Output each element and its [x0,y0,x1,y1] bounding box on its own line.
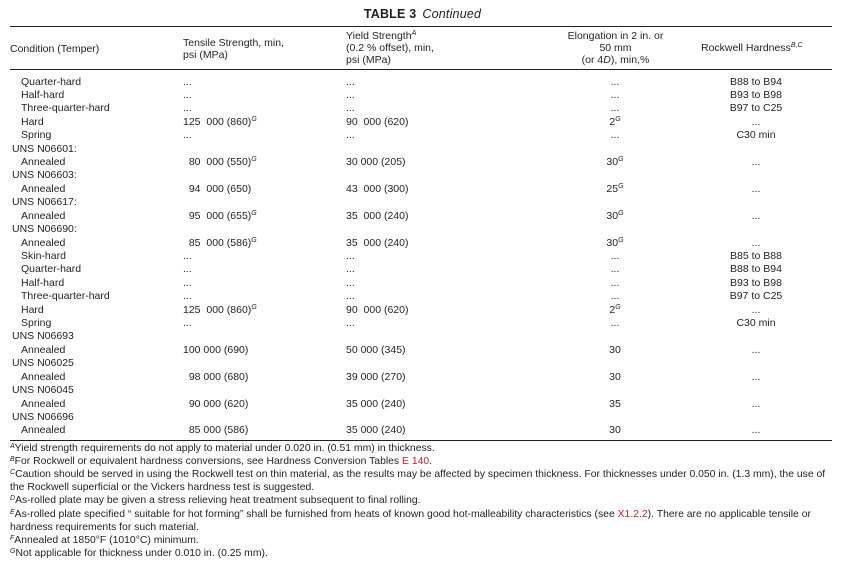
cell-tensile: 80 000 $(550)^G$ [183,156,257,169]
table-group-row [0,223,845,236]
footnote-ref: G [618,182,624,190]
cell-condition: Annealed [21,182,66,195]
cell-condition: UNS N06045 [12,384,74,397]
cell-condition: UNS N06696 [12,411,74,423]
cell-condition: UNS N06617: [12,196,77,209]
cell-yield: ... [346,290,355,303]
table-row [0,129,845,142]
cell-elongation: ... [610,290,620,303]
cell-rockwell: ... [751,209,761,222]
footnote-ref: G [618,236,624,244]
cell-elongation: $25^G$ [606,182,624,195]
table-row [0,344,845,357]
cell-elongation: $2^G$ [609,303,621,316]
table-row [0,210,845,223]
footnote-ref: G [618,156,624,164]
link-e140[interactable]: E 140 [402,456,430,467]
cell-rockwell: C30 min [736,317,776,330]
table-group-row [0,357,845,370]
cell-condition: Hard [21,303,44,316]
table-continued-label: Continued [422,7,482,21]
cell-yield: 35 000 (240) [346,236,409,249]
table-row [0,102,845,115]
cell-condition: UNS N06693 [12,330,74,343]
table-row [0,237,845,250]
cell-rockwell: ... [751,182,761,195]
cell-elongation: ... [610,75,620,88]
cell-condition: Annealed [21,209,66,222]
footnote-ref: G [618,209,624,217]
table-row [0,76,845,89]
table-group-row [0,143,845,156]
cell-yield: ... [346,317,355,330]
footnote-ref: G [615,115,621,123]
table-group-row [0,169,845,182]
cell-elongation: 30 [609,343,621,356]
cell-tensile: 85 000 (586) [183,424,249,437]
cell-yield: ... [346,102,355,115]
table-group-row [0,330,845,343]
cell-tensile: 95 000 $(655)^G$ [183,209,257,222]
cell-condition: UNS N06601: [12,142,77,155]
cell-tensile: ... [183,276,192,289]
cell-rockwell: B93 to B98 [730,88,782,101]
table-row [0,89,845,102]
cell-yield: ... [346,249,355,262]
cell-condition: Annealed [21,236,66,249]
cell-rockwell: ... [751,370,761,383]
cell-rockwell: B97 to C25 [729,290,783,303]
table-number: TABLE 3 [363,7,417,21]
table-group-row [0,411,845,424]
cell-tensile: 90 000 (620) [183,397,249,410]
cell-elongation: ... [610,317,620,330]
cell-rockwell: B88 to B94 [730,263,782,276]
header-yield-line3: psi (MPa) [346,54,391,66]
header-top-rule [10,26,832,27]
cell-condition: Hard [21,115,44,128]
cell-condition: UNS N06690: [12,223,77,236]
cell-condition: Three-quarter-hard [21,102,110,115]
table-row [0,424,845,437]
cell-condition: Quarter-hard [21,263,82,276]
cell-yield: 30 000 (205) [346,156,406,169]
cell-tensile: 125 000 $(860)^G$ [183,303,257,316]
cell-rockwell: ... [751,115,761,128]
cell-condition: UNS N06603: [12,169,77,182]
cell-yield: ... [346,129,355,142]
cell-condition: Quarter-hard [21,75,82,88]
header-elongation [548,30,683,66]
cell-rockwell: C30 min [736,129,776,142]
cell-condition: Spring [21,129,52,142]
cell-tensile: 85 000 $(586)^G$ [183,236,257,249]
footnote-a: $^A$Yield strength requirements do not apply to material under 0.020 in. (0.51 mm) in thickness. [10,443,435,454]
cell-rockwell: ... [751,236,761,249]
footnote-g: $^G$Not applicable for thickness under 0.010 in. (0.25 mm). [10,548,268,559]
cell-elongation: 35 [609,397,621,410]
cell-tensile: ... [183,75,192,88]
header-yield-line1: Yield Strength$^A$ [346,30,417,42]
footnote-ref: G [251,209,257,217]
cell-yield: 35 000 (240) [346,209,409,222]
table-row [0,371,845,384]
footnote-c: $^C$Caution should be served in using the Rockwell test on thin material, as the results may be affected by specimen thickness. For thicknesses under 0.050 in. (1.3 mm), the use of the Rockwell superficial or the Vickers hardness test is suggested. [10,469,826,493]
header-tensile-line1: Tensile Strength, min, [183,37,284,49]
cell-elongation: $30^G$ [606,156,624,169]
footnote-e: $^E$As-rolled plate specified “ suitable for hot forming” shall be furnished from heats of known good hot-malleability characteristics (see X1.2.2). There are no applicable tensile or hardness requirements for such material. [10,509,811,533]
table-row [0,304,845,317]
header-condition: Condition (Temper) [10,43,100,55]
cell-yield: 43 000 (300) [346,182,409,195]
cell-elongation: $30^G$ [606,236,624,249]
table-row [0,183,845,196]
cell-condition: Half-hard [21,276,65,289]
cell-tensile: ... [183,102,192,115]
cell-tensile: 98 000 (680) [183,370,249,383]
cell-elongation: ... [610,263,620,276]
cell-condition: Three-quarter-hard [21,290,110,303]
table-title [0,7,845,21]
table-row [0,398,845,411]
footnote-ref: G [251,156,257,164]
cell-condition: Half-hard [21,88,65,101]
cell-yield: ... [346,88,355,101]
header-rockwell: Rockwell Hardness$^{B,C}$ [701,42,803,54]
cell-yield: 90 000 (620) [346,115,409,128]
table-row [0,250,845,263]
cell-condition: Annealed [21,424,66,437]
cell-elongation: ... [610,129,620,142]
cell-elongation: ... [610,88,620,101]
header-tensile [183,37,284,61]
cell-elongation: ... [610,249,620,262]
cell-rockwell: ... [751,424,761,437]
cell-condition: Annealed [21,156,66,169]
cell-tensile: ... [183,88,192,101]
header-tensile-line2: psi (MPa) [183,49,228,61]
cell-yield: 35 000 (240) [346,424,406,437]
header-elongation-line3: (or 4D), min,% [581,54,650,66]
table-row [0,116,845,129]
cell-tensile: ... [183,317,192,330]
cell-rockwell: B93 to B98 [730,276,782,289]
footnote-b: $^B$For Rockwell or equivalent hardness conversions, see Hardness Conversion Tables E 140. [10,456,433,467]
header-yield-line2: (0.2 % offset), min, [346,42,434,54]
footnote-ref: G [251,236,257,244]
table-group-row [0,384,845,397]
cell-rockwell: ... [751,303,761,316]
footnote-d: $^D$As-rolled plate may be given a stress relieving heat treatment subsequent to final rolling. [10,495,421,506]
cell-yield: ... [346,263,355,276]
cell-yield: 35 000 (240) [346,397,406,410]
cell-tensile: ... [183,249,192,262]
cell-elongation: ... [610,102,620,115]
table-row [0,317,845,330]
table-row [0,277,845,290]
table-row [0,156,845,169]
header-bottom-rule [10,69,832,70]
cell-yield: 90 000 (620) [346,303,409,316]
cell-condition: Skin-hard [21,249,66,262]
cell-yield: 50 000 (345) [346,343,406,356]
cell-elongation: $2^G$ [609,115,621,128]
cell-rockwell: B88 to B94 [730,75,782,88]
table-row [0,290,845,303]
cell-tensile: 100 000 (690) [183,343,249,356]
cell-rockwell: ... [751,397,761,410]
footnote-ref: G [251,303,257,311]
cell-yield: ... [346,75,355,88]
footnote-ref: G [615,303,621,311]
cell-rockwell: B85 to B88 [730,249,782,262]
cell-condition: Annealed [21,343,66,356]
table-bottom-rule [10,440,832,441]
cell-elongation: 30 [609,370,621,383]
cell-elongation: $30^G$ [606,209,624,222]
footnote-ref-bc: B,C [790,42,803,49]
cell-rockwell: B97 to C25 [729,102,783,115]
table-group-row [0,196,845,209]
cell-rockwell: ... [751,156,761,169]
cell-tensile: ... [183,263,192,276]
cell-yield: ... [346,276,355,289]
cell-tensile: 94 000 (650) [183,182,252,195]
cell-tensile: 125 000 $(860)^G$ [183,115,257,128]
cell-tensile: ... [183,290,192,303]
link-x1-2-2[interactable]: X1.2.2 [617,509,648,520]
cell-elongation: ... [610,276,620,289]
cell-rockwell: ... [751,343,761,356]
header-elongation-line2: 50 mm [599,42,632,54]
footnote-f: $^F$Annealed at 1850°F (1010°C) minimum. [10,535,199,546]
cell-yield: 39 000 (270) [346,370,406,383]
table-row [0,263,845,276]
header-elongation-line1: Elongation in 2 in. or [567,30,664,42]
cell-condition: Annealed [21,370,66,383]
cell-condition: Annealed [21,397,66,410]
cell-elongation: 30 [609,424,621,437]
cell-tensile: ... [183,129,192,142]
cell-condition: Spring [21,317,52,330]
footnote-ref-a: A [411,30,417,37]
footnote-ref: G [251,115,257,123]
header-yield [346,30,434,66]
cell-condition: UNS N06025 [12,357,74,370]
